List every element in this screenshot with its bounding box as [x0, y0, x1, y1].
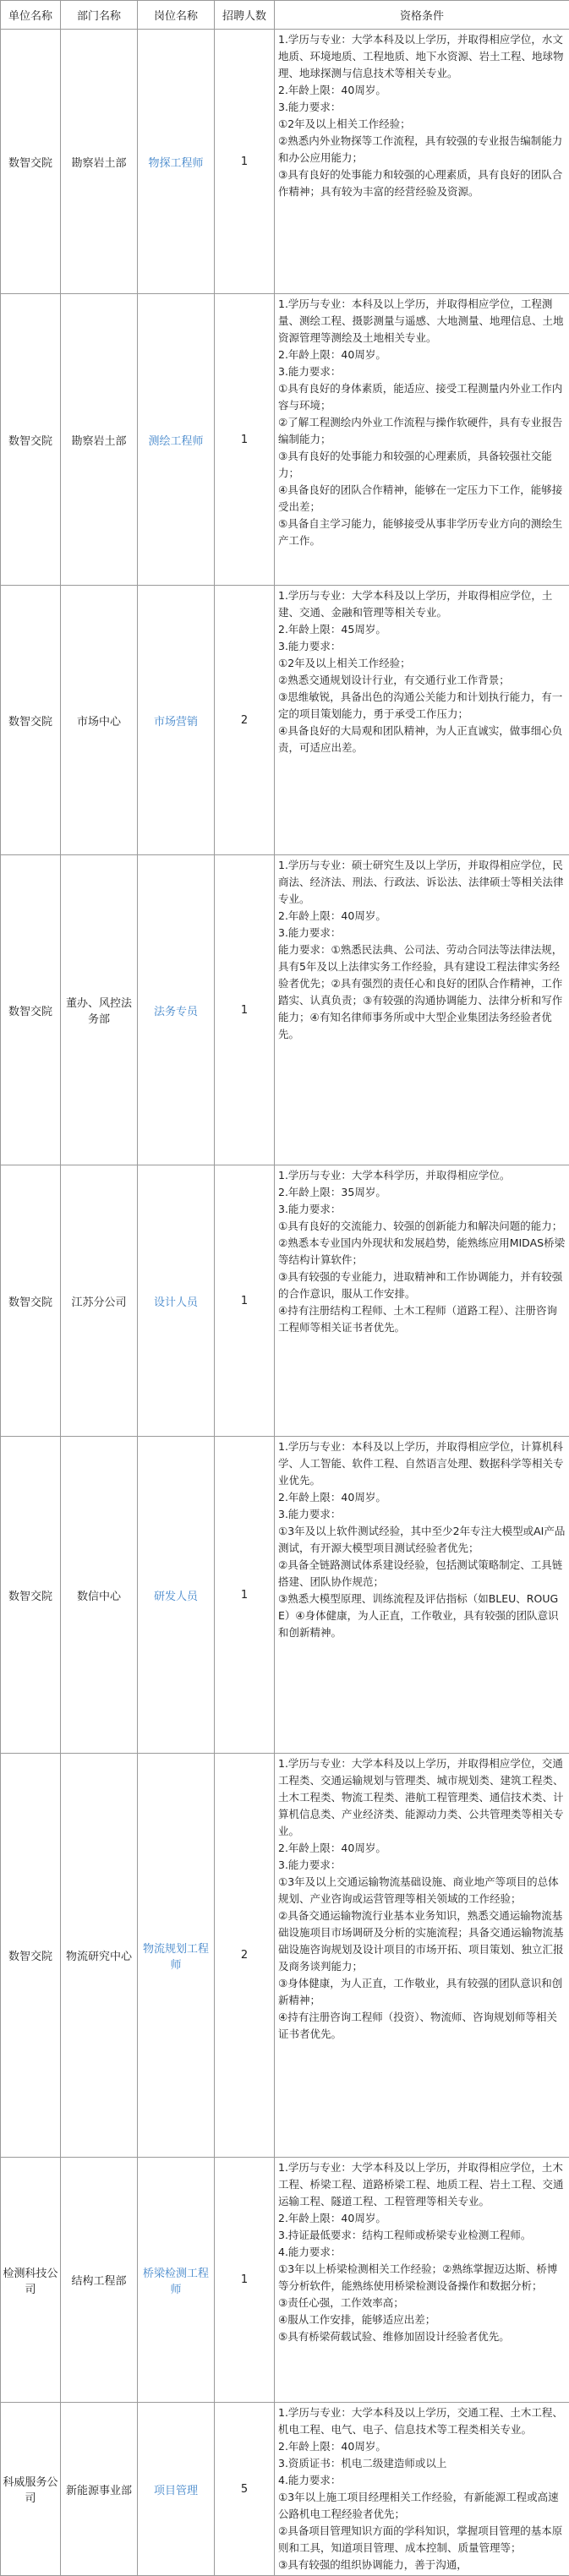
- cell-requirements: [275, 294, 569, 586]
- cell-dept: 勘察岩土部: [61, 294, 138, 586]
- requirement-line: 能力要求：①熟悉民法典、公司法、劳动合同法等法律法规，具有5年及以上法律实务工作经验，具有建设工程法律实务经验者优先；②具有强烈的责任心和良好的团队合作精神，工作踏实、认真负责；③有较强的沟通协调能力、法律分析和写作能力；④有知名律师事务所或中大型企业集团法务经验者优先。: [278, 941, 566, 1043]
- header-dept: 部门名称: [61, 1, 138, 30]
- requirement-line: 4.能力要求：: [278, 2472, 566, 2489]
- requirement-line: ③具有较强的专业能力，进取精神和工作协调能力，并有较强的合作意识，服从工作安排。: [278, 1269, 566, 1302]
- table-row: [1, 1754, 569, 2158]
- cell-dept: 董办、风控法务部: [61, 855, 138, 1165]
- requirement-line: 1.学历与专业：大学本科学历，并取得相应学位。: [278, 1167, 566, 1184]
- position-link[interactable]: 设计人员: [154, 1296, 198, 1309]
- table-row: [1, 2403, 569, 2576]
- requirement-line: 3.能力要求：: [278, 1506, 566, 1523]
- cell-position: [138, 1437, 215, 1754]
- table-row: [1, 294, 569, 586]
- cell-unit: 数智交院: [1, 1165, 61, 1437]
- cell-dept: 新能源事业部: [61, 2403, 138, 2576]
- table-row: [1, 2158, 569, 2403]
- position-link[interactable]: 物探工程师: [148, 157, 203, 170]
- requirement-line: 3.能力要求：: [278, 1201, 566, 1218]
- table-row: [1, 855, 569, 1165]
- cell-count: 1: [215, 1437, 275, 1754]
- cell-count: 1: [215, 294, 275, 586]
- requirement-line: 1.学历与专业：本科及以上学历，并取得相应学位，工程测量、测绘工程、摄影测量与遥感、大地测量、地理信息、土地资源管理等测绘及土地相关专业。: [278, 296, 566, 347]
- table-row: [1, 1165, 569, 1437]
- requirement-line: 3.能力要求：: [278, 363, 566, 380]
- cell-unit: 数智交院: [1, 1754, 61, 2158]
- cell-unit: 数智交院: [1, 855, 61, 1165]
- requirement-line: 3.能力要求：: [278, 638, 566, 655]
- cell-requirements: [275, 30, 569, 294]
- requirement-line: 2.年龄上限：40周岁。: [278, 82, 566, 99]
- position-link[interactable]: 项目管理: [154, 2485, 198, 2497]
- position-link[interactable]: 研发人员: [154, 1591, 198, 1603]
- cell-count: 1: [215, 1165, 275, 1437]
- requirement-line: 3.能力要求：: [278, 99, 566, 116]
- requirement-line: 1.学历与专业：大学本科及以上学历，并取得相应学位，土木工程、桥梁工程、道路桥梁工程、地质工程、岩土工程、交通运输工程、隧道工程、工程管理等相关专业。: [278, 2159, 566, 2210]
- requirement-line: ①3年以上施工项目经理相关工作经验，有新能源工程或高速公路机电工程经验者优先；: [278, 2489, 566, 2523]
- cell-count: 2: [215, 586, 275, 855]
- cell-position: [138, 2158, 215, 2403]
- requirement-line: ①具有良好的身体素质，能适应、接受工程测量内外业工作内容与环境；: [278, 380, 566, 414]
- header-requirements: 资格条件: [275, 1, 569, 30]
- header-count: 招聘人数: [215, 1, 275, 30]
- requirement-line: 2.年龄上限：40周岁。: [278, 1489, 566, 1506]
- requirement-line: 2.年龄上限：35周岁。: [278, 1184, 566, 1201]
- requirement-line: ①2年及以上相关工作经验；: [278, 655, 566, 672]
- requirement-line: ③思维敏锐，具备出色的沟通公关能力和计划执行能力，有一定的项目策划能力，勇于承受工作压力；: [278, 689, 566, 723]
- requirement-line: ①具有良好的交流能力、较强的创新能力和解决问题的能力；: [278, 1218, 566, 1235]
- cell-count: 5: [215, 2403, 275, 2576]
- cell-position: [138, 586, 215, 855]
- cell-count: 1: [215, 30, 275, 294]
- requirement-line: ③责任心强，工作效率高；: [278, 2295, 566, 2311]
- position-link[interactable]: 法务专员: [154, 1006, 198, 1018]
- requirement-line: 3.能力要求：: [278, 1857, 566, 1874]
- table-row: [1, 1437, 569, 1754]
- header-position: 岗位名称: [138, 1, 215, 30]
- position-link[interactable]: 测绘工程师: [148, 435, 203, 448]
- cell-position: [138, 1754, 215, 2158]
- requirement-line: 4.能力要求：: [278, 2244, 566, 2261]
- cell-requirements: [275, 1165, 569, 1437]
- position-link[interactable]: 物流规划工程师: [143, 1943, 209, 1972]
- cell-dept: 江苏分公司: [61, 1165, 138, 1437]
- requirement-line: 1.学历与专业：大学本科及以上学历，并取得相应学位，水文地质、环境地质、工程地质、地下水资源、岩土工程、地球物理、地球探测与信息技术等相关专业。: [278, 31, 566, 82]
- requirement-line: ④持有注册咨询工程师（投资）、物流师、咨询规划师等相关证书者优先。: [278, 2009, 566, 2043]
- requirement-line: ④持有注册结构工程师、土木工程师（道路工程）、注册咨询工程师等相关证书者优先。: [278, 1302, 566, 1336]
- cell-unit: 数智交院: [1, 30, 61, 294]
- cell-requirements: [275, 1754, 569, 2158]
- requirement-line: 2.年龄上限：40周岁。: [278, 1840, 566, 1857]
- requirement-line: 1.学历与专业：大学本科及以上学历，并取得相应学位，土建、交通、金融和管理等相关专业。: [278, 587, 566, 621]
- cell-unit: 数智交院: [1, 586, 61, 855]
- requirement-line: ②熟悉本专业国内外现状和发展趋势，能熟练应用MIDAS桥梁等结构计算软件；: [278, 1235, 566, 1269]
- table-header-row: [1, 1, 569, 30]
- requirement-line: ③具有良好的处事能力和较强的心理素质，具有良好的团队合作精神；具有较为丰富的经营经验及资源。: [278, 166, 566, 200]
- requirement-line: ③具有较强的组织协调能力，善于沟通，: [278, 2557, 566, 2573]
- table-body: [1, 30, 569, 2576]
- requirement-line: ④服从工作安排，能够适应出差；: [278, 2311, 566, 2328]
- requirement-line: ②了解工程测绘内外业工作流程与操作软硬件，具有专业报告编制能力；: [278, 414, 566, 448]
- requirement-line: ③身体健康，为人正直，工作敬业，具有较强的团队意识和创新精神；: [278, 1975, 566, 2009]
- requirement-line: 3.能力要求：: [278, 925, 566, 941]
- requirement-line: ③熟悉大模型原理、训练流程及评估指标（如BLEU、ROUGE）④身体健康，为人正直，工作敬业，具有较强的团队意识和创新精神。: [278, 1591, 566, 1641]
- cell-dept: 勘察岩土部: [61, 30, 138, 294]
- cell-count: 1: [215, 2158, 275, 2403]
- position-link[interactable]: 桥梁检测工程师: [143, 2268, 209, 2296]
- requirement-line: ②具备全链路测试体系建设经验，包括测试策略制定、工具链搭建、团队协作规范；: [278, 1557, 566, 1591]
- requirement-line: 2.年龄上限：40周岁。: [278, 908, 566, 925]
- requirement-line: ①2年及以上相关工作经验；: [278, 116, 566, 133]
- cell-unit: 检测科技公司: [1, 2158, 61, 2403]
- requirement-line: ②熟悉交通规划设计行业，有交通行业工作背景；: [278, 672, 566, 689]
- cell-position: [138, 30, 215, 294]
- requirement-line: ②具备项目管理知识方面的学科知识，掌握项目管理的基本原则和工具，知道项目管理、成本控制、质量管理等；: [278, 2523, 566, 2557]
- requirement-line: 1.学历与专业：大学本科及以上学历，交通工程、土木工程、机电工程、电气、电子、信息技术等工程类相关专业。: [278, 2404, 566, 2438]
- cell-requirements: [275, 2158, 569, 2403]
- cell-unit: 数智交院: [1, 1437, 61, 1754]
- requirement-line: ②熟悉内外业物探等工作流程，具有较强的专业报告编制能力和办公应用能力；: [278, 133, 566, 166]
- requirement-line: 1.学历与专业：本科及以上学历，并取得相应学位，计算机科学、人工智能、软件工程、自然语言处理、数据科学等相关专业优先。: [278, 1438, 566, 1489]
- cell-position: [138, 855, 215, 1165]
- cell-requirements: [275, 586, 569, 855]
- requirement-line: ④具备良好的大局观和团队精神，为人正直诚实，做事细心负责，可适应出差。: [278, 723, 566, 756]
- table-row: [1, 586, 569, 855]
- requirement-line: ①3年及以上交通运输物流基础设施、商业地产等项目的总体规划、产业咨询或运营管理等相关领域的工作经验；: [278, 1874, 566, 1907]
- position-link[interactable]: 市场营销: [154, 716, 198, 729]
- requirement-line: ⑤具备自主学习能力，能够接受从事非学历专业方向的测绘生产工作。: [278, 516, 566, 549]
- requirement-line: 2.年龄上限：40周岁。: [278, 2438, 566, 2455]
- requirement-line: 1.学历与专业：大学本科及以上学历，并取得相应学位，交通工程类、交通运输规划与管理类、城市规划类、建筑工程类、土木工程类、物流工程类、港航工程管理类、通信技术类、计算机信息类、产业经济类、能源动力类、公共管理类等相关专业。: [278, 1755, 566, 1840]
- cell-position: [138, 2403, 215, 2576]
- cell-requirements: [275, 1437, 569, 1754]
- requirement-line: 2.年龄上限：45周岁。: [278, 621, 566, 638]
- requirement-line: ①3年以上桥梁检测相关工作经验；②熟练掌握迈达斯、桥博等分析软件，能熟练使用桥梁检测设备操作和数据分析；: [278, 2261, 566, 2295]
- requirement-line: 1.学历与专业：硕士研究生及以上学历，并取得相应学位，民商法、经济法、刑法、行政法、诉讼法、法律硕士等相关法律专业。: [278, 857, 566, 908]
- header-unit: 单位名称: [1, 1, 61, 30]
- requirement-line: ②具备交通运输物流行业基本业务知识，熟悉交通运输物流基础设施项目市场调研及分析的实施流程；具备交通运输物流基础设施咨询规划及设计项目的市场开拓、项目策划、独立汇报及商务谈判能力；: [278, 1907, 566, 1975]
- requirement-line: ④具备良好的团队合作精神，能够在一定压力下工作，能够接受出差；: [278, 482, 566, 516]
- cell-count: 2: [215, 1754, 275, 2158]
- requirement-line: 3.资质证书：机电二级建造师或以上: [278, 2455, 566, 2472]
- cell-dept: 结构工程部: [61, 2158, 138, 2403]
- cell-count: 1: [215, 855, 275, 1165]
- requirement-line: 2.年龄上限：40周岁。: [278, 347, 566, 363]
- cell-unit: 数智交院: [1, 294, 61, 586]
- requirement-line: 2.年龄上限：40周岁。: [278, 2210, 566, 2227]
- cell-dept: 物流研究中心: [61, 1754, 138, 2158]
- cell-dept: 市场中心: [61, 586, 138, 855]
- requirement-line: ③具有良好的处事能力和较强的心理素质，具备较强社交能力；: [278, 448, 566, 482]
- cell-dept: 数信中心: [61, 1437, 138, 1754]
- cell-requirements: [275, 2403, 569, 2576]
- requirement-line: ①3年及以上软件测试经验，其中至少2年专注大模型或AI产品测试，有开源大模型项目测试经验者优先；: [278, 1523, 566, 1557]
- cell-position: [138, 294, 215, 586]
- table-row: [1, 30, 569, 294]
- cell-position: [138, 1165, 215, 1437]
- cell-unit: 科威服务公司: [1, 2403, 61, 2576]
- requirement-line: ⑤具有桥梁荷载试验、维修加固设计经验者优先。: [278, 2328, 566, 2345]
- cell-requirements: [275, 855, 569, 1165]
- requirement-line: 3.持证最低要求：结构工程师或桥梁专业检测工程师。: [278, 2227, 566, 2244]
